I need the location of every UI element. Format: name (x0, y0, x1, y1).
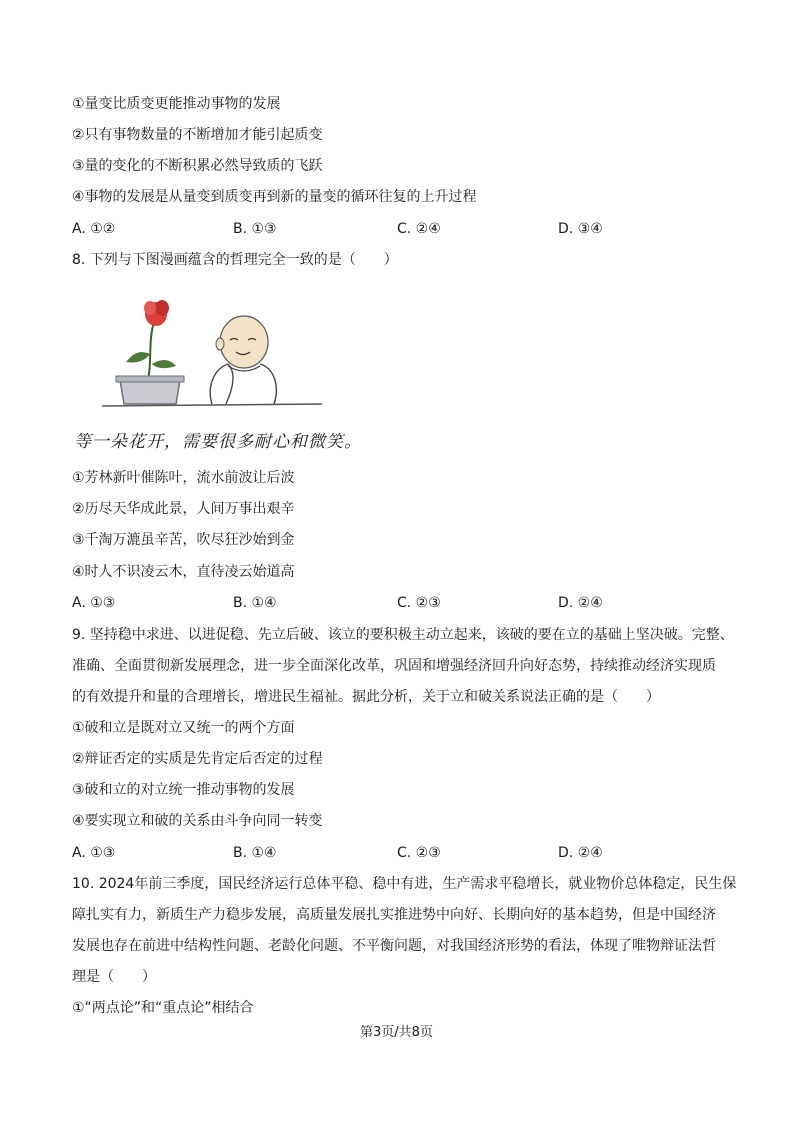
q8-option-c: C. ②③ (397, 595, 441, 611)
q10-stem-line-1: 10. 2024年前三季度，国民经济运行总体平稳、稳中有进，生产需求平稳增长，就业物价总体稳定，民生保 (72, 876, 737, 892)
cartoon-illustration (96, 292, 326, 422)
q7-item-3: ③量的变化的不断积累必然导致质的飞跃 (72, 158, 323, 174)
q7-option-c: C. ②④ (397, 221, 441, 237)
q8-item-4: ④时人不识凌云木，直待凌云始道高 (72, 564, 295, 580)
q10-stem-line-3: 发展也存在前进中结构性问题、老龄化问题、不平衡问题，对我国经济形势的看法，体现了唯物辩证法哲 (72, 938, 716, 954)
q8-option-a: A. ①③ (72, 595, 116, 611)
q7-option-b: B. ①③ (233, 221, 277, 237)
q9-option-c: C. ②③ (397, 845, 441, 861)
q9-item-1: ①破和立是既对立又统一的两个方面 (72, 720, 295, 736)
q8-item-1: ①芳林新叶催陈叶，流水前波让后波 (72, 470, 295, 486)
q10-item-1: ①“两点论”和“重点论”相结合 (72, 1000, 254, 1016)
q7-option-a: A. ①② (72, 221, 116, 237)
q8-stem: 8. 下列与下图漫画蕴含的哲理完全一致的是（ ） (72, 252, 398, 268)
page-footer: 第3页/共8页 (360, 1025, 433, 1040)
q8-option-d: D. ②④ (558, 595, 603, 611)
q9-option-a: A. ①③ (72, 845, 116, 861)
q9-item-4: ④要实现立和破的关系由斗争向同一转变 (72, 813, 323, 829)
q8-option-b: B. ①④ (233, 595, 277, 611)
q10-stem-line-4: 理是（ ） (72, 969, 156, 985)
q9-option-b: B. ①④ (233, 845, 277, 861)
q9-item-3: ③破和立的对立统一推动事物的发展 (72, 782, 295, 798)
q7-item-1: ①量变比质变更能推动事物的发展 (72, 96, 281, 112)
q9-option-d: D. ②④ (558, 845, 603, 861)
q7-option-d: D. ③④ (558, 221, 603, 237)
q9-stem-line-3: 的有效提升和量的合理增长，增进民生福祉。据此分析，关于立和破关系说法正确的是（ ） (72, 689, 660, 705)
q9-stem-line-1: 9. 坚持稳中求进、以进促稳、先立后破、该立的要积极主动立起来，该破的要在立的基础上坚决破。完整、 (72, 627, 734, 643)
q7-item-4: ④事物的发展是从量变到质变再到新的量变的循环往复的上升过程 (72, 189, 477, 205)
cartoon-caption: 等一朵花开，需要很多耐心和微笑。 (74, 432, 362, 452)
q7-item-2: ②只有事物数量的不断增加才能引起质变 (72, 127, 323, 143)
q8-item-2: ②历尽天华成此景，人间万事出艰辛 (72, 501, 295, 517)
q10-stem-line-2: 障扎实有力，新质生产力稳步发展，高质量发展扎实推进势中向好、长期向好的基本趋势，但是中国经济 (72, 907, 716, 923)
q9-stem-line-2: 准确、全面贯彻新发展理念，进一步全面深化改革，巩固和增强经济回升向好态势，持续推动经济实现质 (72, 658, 716, 674)
q9-item-2: ②辩证否定的实质是先肯定后否定的过程 (72, 751, 323, 767)
q8-item-3: ③千淘万漉虽辛苦，吹尽狂沙始到金 (72, 532, 295, 548)
